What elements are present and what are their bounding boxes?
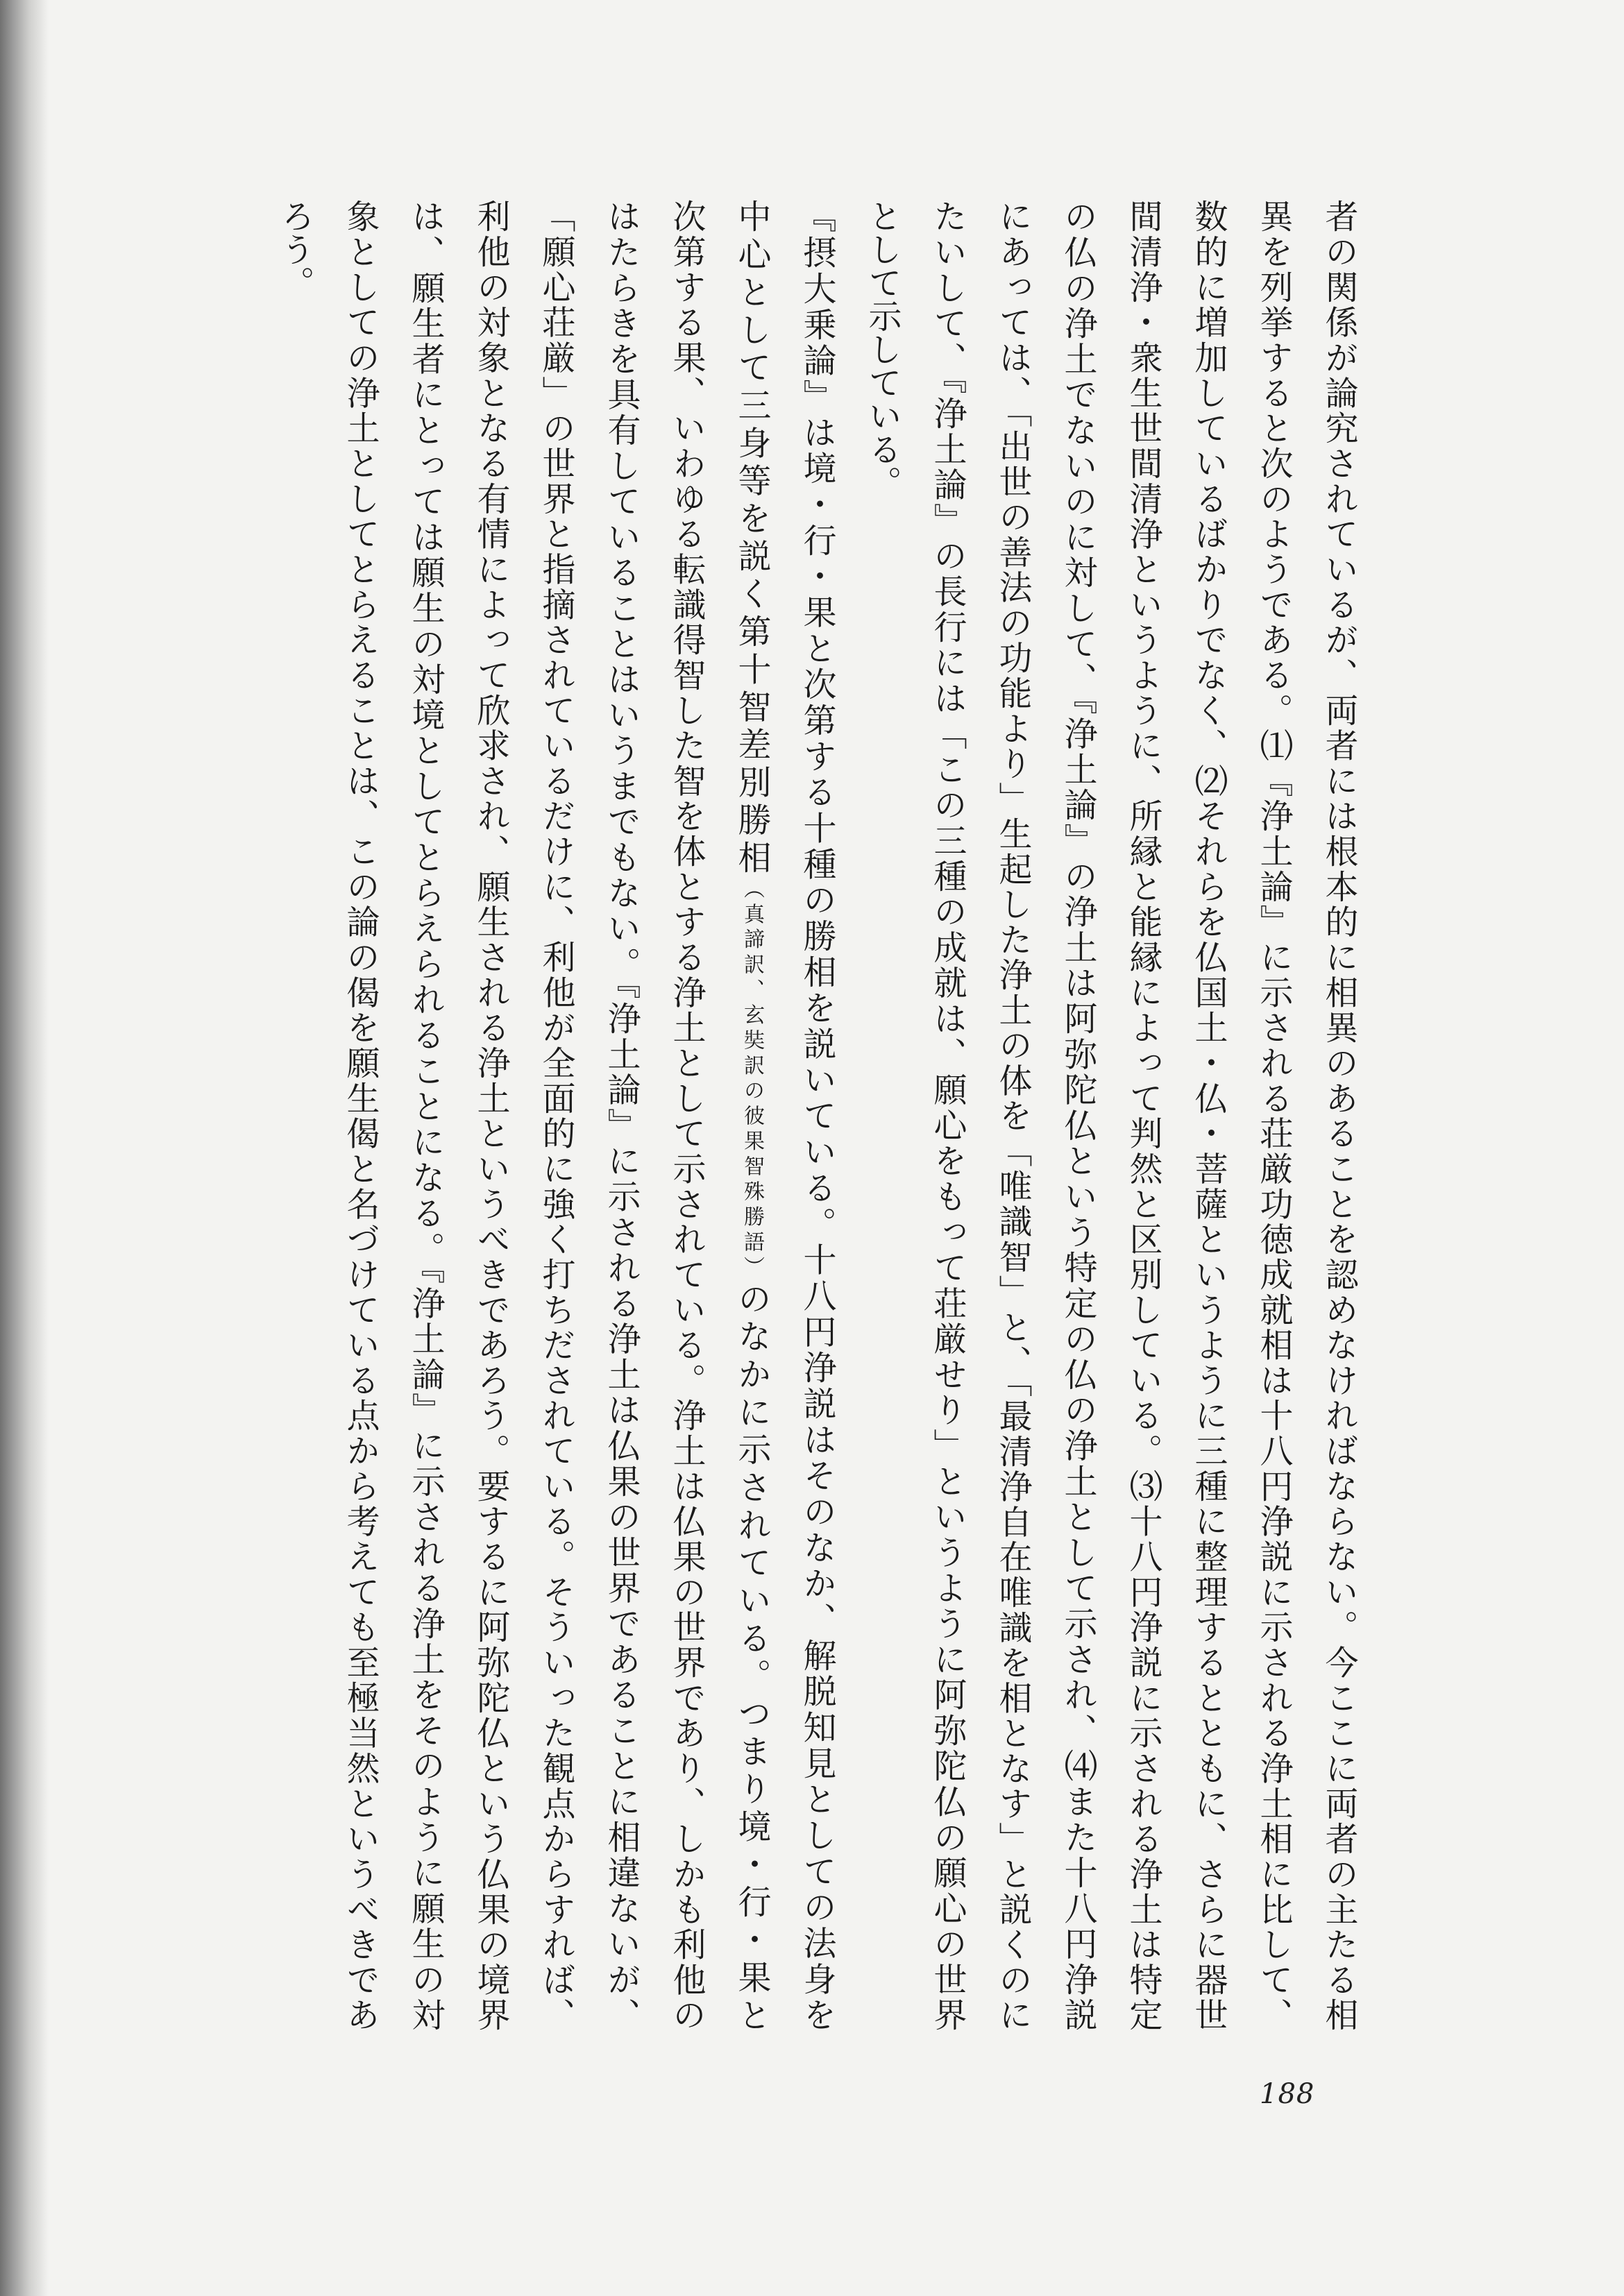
text-line: 「願心荘厳」の世界と指摘されているだけに、利他が全面的に強く打ちだされている。そういった観点からすれば、	[536, 199, 575, 2031]
text-line: 間清浄・衆生世間清浄というように、所縁と能縁によって判然と区別している。⑶十八円浄説に示される浄土は特定	[1124, 199, 1162, 2031]
text-line: ろう。	[276, 199, 314, 299]
text-line: 『摂大乗論』は境・行・果と次第する十種の勝相を説いている。十八円浄説はそのなか、解脱知見としての法身を	[797, 199, 836, 2031]
text-segment: のなかに示されている。つまり境・行・果と	[732, 1281, 771, 2031]
text-line: 数的に増加しているばかりでなく、⑵それらを仏国土・仏・菩薩というように三種に整理するとともに、さらに器世	[1189, 199, 1228, 2031]
binding-shadow	[0, 0, 49, 2296]
text-line: はたらきを具有していることはいうまでもない。『浄土論』に示される浄土は仏果の世界であることに相違ないが、	[602, 199, 641, 2031]
page-number: 188	[1260, 2078, 1315, 2110]
text-line	[719, 199, 784, 2031]
text-line: にあっては、「出世の善法の功能より」生起した浄土の体を「唯識智」と、「最清浄自在唯識を相となす」と説くのに	[993, 199, 1032, 2031]
text-line: として示している。	[863, 199, 902, 499]
text-line: 者の関係が論究されているが、両者には根本的に相異のあることを認めなければならない。今ここに両者の主たる相	[1319, 199, 1358, 2031]
text-line: たいして、『浄土論』の長行には「この三種の成就は、願心をもって荘厳せり」というように阿弥陀仏の願心の世界	[928, 199, 967, 2031]
body-text	[262, 199, 1371, 2031]
text-line: は、願生者にとっては願生の対境としてとらえられることになる。『浄土論』に示される浄土をそのように願生の対	[406, 199, 445, 2031]
translation-note: （真諦訳、玄奘訳の彼果智殊勝語）	[740, 878, 764, 1282]
text-line: 異を列挙すると次のようである。⑴『浄土論』に示される荘厳功徳成就相は十八円浄説に示される浄土相に比して、	[1254, 199, 1293, 2031]
text-segment: 中心として三身等を説く第十智差別勝相	[732, 199, 771, 878]
text-line: 利他の対象となる有情によって欣求され、願生される浄土というべきであろう。要するに阿弥陀仏という仏果の境界	[471, 199, 510, 2031]
text-line: 象としての浄土としてとらえることは、この論の偈を願生偈と名づけている点から考えても至極当然というべきであ	[341, 199, 380, 2031]
text-line: 次第する果、いわゆる転識得智した智を体とする浄土として示されている。浄土は仏果の世界であり、しかも利他の	[667, 199, 706, 2031]
text-line: の仏の浄土でないのに対して、『浄土論』の浄土は阿弥陀仏という特定の仏の浄土として示され、⑷また十八円浄説	[1058, 199, 1097, 2031]
